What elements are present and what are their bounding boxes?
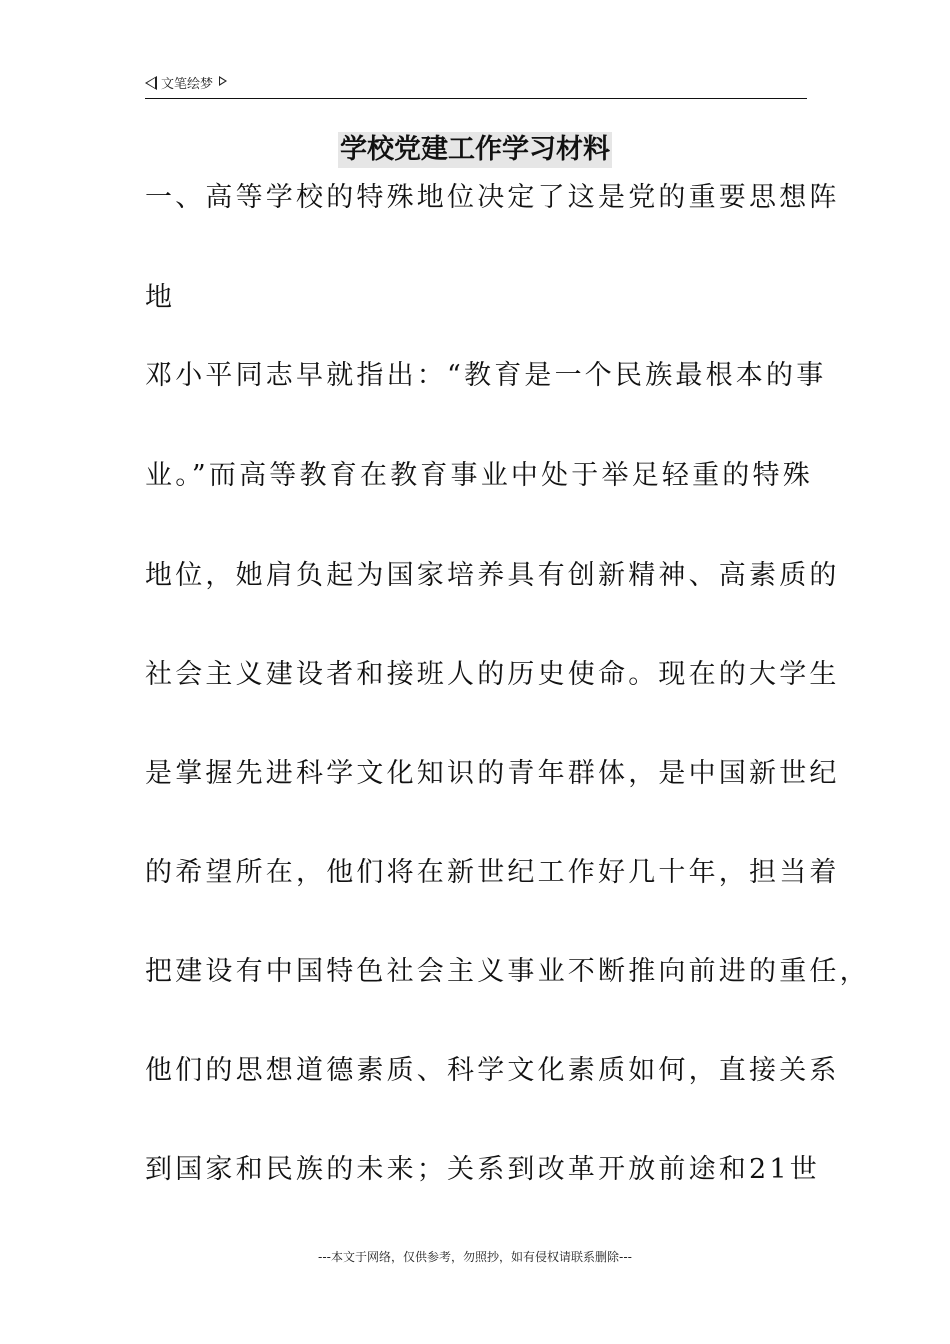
page-footer: ---本文于网络，仅供参考，勿照抄，如有侵权请联系删除---: [318, 1250, 632, 1264]
text-line: 地位，她肩负起为国家培养具有创新精神、高素质的: [145, 560, 840, 591]
title-container: [0, 132, 950, 168]
page-header: [145, 74, 807, 96]
header-brand: 文笔绘梦: [161, 77, 214, 92]
triangle-right-icon: [219, 76, 227, 86]
text-line: 的希望所在，他们将在新世纪工作好几十年，担当着: [145, 857, 840, 888]
text-line: 一、高等学校的特殊地位决定了这是党的重要思想阵: [145, 182, 840, 213]
text-line: 社会主义建设者和接班人的历史使命。现在的大学生: [145, 659, 840, 690]
text-line: 邓小平同志早就指出：“教育是一个民族最根本的事: [145, 360, 827, 391]
triangle-left-icon: [145, 76, 157, 90]
text-line: 业。”而高等教育在教育事业中处于举足轻重的特殊: [145, 460, 813, 491]
text-line: 到国家和民族的未来；关系到改革开放前途和21世: [145, 1154, 820, 1185]
text-line: 把建设有中国特色社会主义事业不断推向前进的重任，: [145, 956, 870, 987]
text-line: 地: [145, 282, 176, 313]
document-title: 学校党建工作学习材料: [338, 132, 612, 168]
text-line: 他们的思想道德素质、科学文化素质如何，直接关系: [145, 1055, 840, 1086]
text-line: 是掌握先进科学文化知识的青年群体，是中国新世纪: [145, 758, 840, 789]
header-rule: [145, 98, 807, 99]
